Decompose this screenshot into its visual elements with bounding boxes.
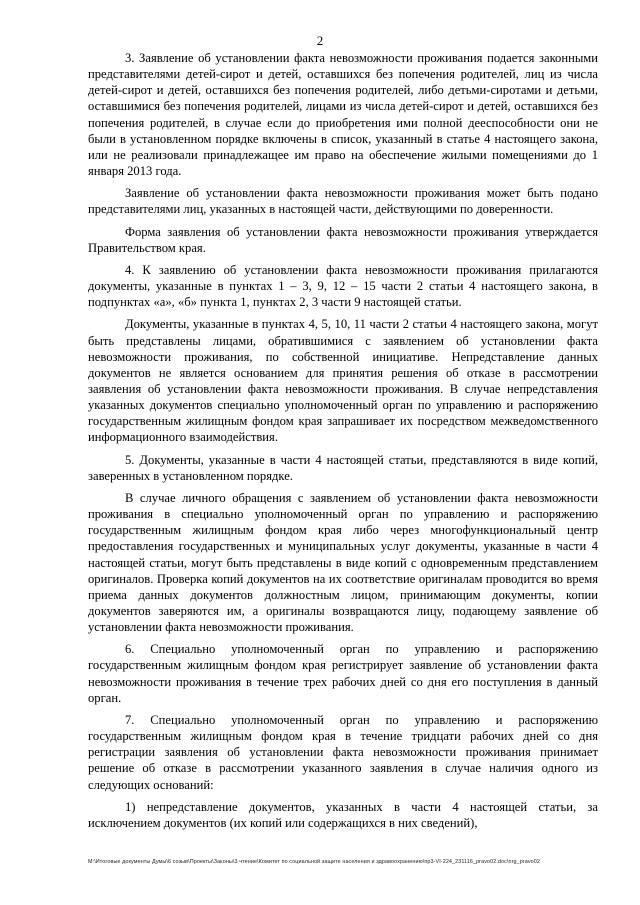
paragraph-part-3: 3. Заявление об установлении факта невозможности проживания подается законными представителями детей-сирот и детей, оставшихся без попечения родителей, лиц из числа детей-сирот и детей, оставшихся без попечения родителей, либо детьми-сиротами и детьми, оставшимися без попечения родителей, лицами из числа детей-сирот и детей, оставшихся без попечения родителей, в случае если до приобретения ими полной дееспособности они не были в установленном порядке включены в список, указанный в статье 4 настоящего закона, или не реализовали принадлежащее им право на обеспечение жилыми помещениями до 1 января 2013 года. — [88, 51, 598, 179]
paragraph-part-4: 4. К заявлению об установлении факта невозможности проживания прилагаются документы, указанные в пунктах 1 – 3, 9, 12 – 15 части 2 статьи 4 настоящего закона, в подпунктах «а», «б» пункта 1, пунктах 2, 3 части 9 настоящей статьи. — [88, 262, 598, 310]
paragraph-representatives: Заявление об установлении факта невозможности проживания может быть подано представителями лиц, указанных в настоящей части, действующими по доверенности. — [88, 186, 598, 217]
paragraph-form: Форма заявления об установлении факта невозможности проживания утверждается Правительством края. — [88, 224, 598, 255]
paragraph-personal-appeal: В случае личного обращения с заявлением об установлении факта невозможности проживания в специально уполномоченный орган по управлению и распоряжению государственным жилищным фондом края либо через многофункциональный центр предоставления государственных и муниципальных услуг документы, указанные в части 4 настоящей статьи, могут быть представлены в виде копий с одновременным представлением оригиналов. Проверка копий документов на их соответствие оригиналам проводится во время приема данных документов должностным лицом, принимающим документы, копии документов заверяются им, а оригиналы возвращаются лицу, подающему заявление об установлении факта невозможности проживания. — [88, 490, 598, 635]
page-number: 2 — [316, 33, 324, 48]
document-body — [88, 50, 598, 837]
paragraph-item-1: 1) непредставление документов, указанных в части 4 настоящей статьи, за исключением документов (их копий или содержащихся в них сведений), — [88, 799, 598, 830]
paragraph-part-7: 7. Специально уполномоченный орган по управлению и распоряжению государственным жилищным фондом края в течение тридцати рабочих дней со дня регистрации заявления об установлении факта невозможности проживания принимает решение об отказе в рассмотрении указанного заявления в случае наличия одного из следующих оснований: — [88, 712, 598, 792]
paragraph-part-5: 5. Документы, указанные в части 4 настоящей статьи, представляются в виде копий, заверенных в установленном порядке. — [88, 452, 598, 483]
paragraph-part-6: 6. Специально уполномоченный орган по управлению и распоряжению государственным жилищным фондом края регистрирует заявление об установлении факта невозможности проживания в течение трех рабочих дней со дня его поступления в данный орган. — [88, 642, 598, 705]
footer-file-path: M:\Итоговые документы Думы\6 созыв\Проекты\Законы\3 чтение\Комитет по социальной защите населения и здравоохранению\пр3-VI-224_231116_pravo02.doc\nrg_pravo02 — [88, 859, 541, 865]
paragraph-documents-initiative: Документы, указанные в пунктах 4, 5, 10, 11 части 2 статьи 4 настоящего закона, могут быть представлены лицами, обратившимися с заявлением об установлении факта невозможности проживания, по собственной инициативе. Непредставление данных документов не является основанием для принятия решения об отказе в рассмотрении заявления об установлении факта невозможности проживания. В случае непредставления указанных документов специально уполномоченный орган по управлению и распоряжению государственным жилищным фондом края запрашивает их посредством межведомственного информационного взаимодействия. — [88, 317, 598, 445]
